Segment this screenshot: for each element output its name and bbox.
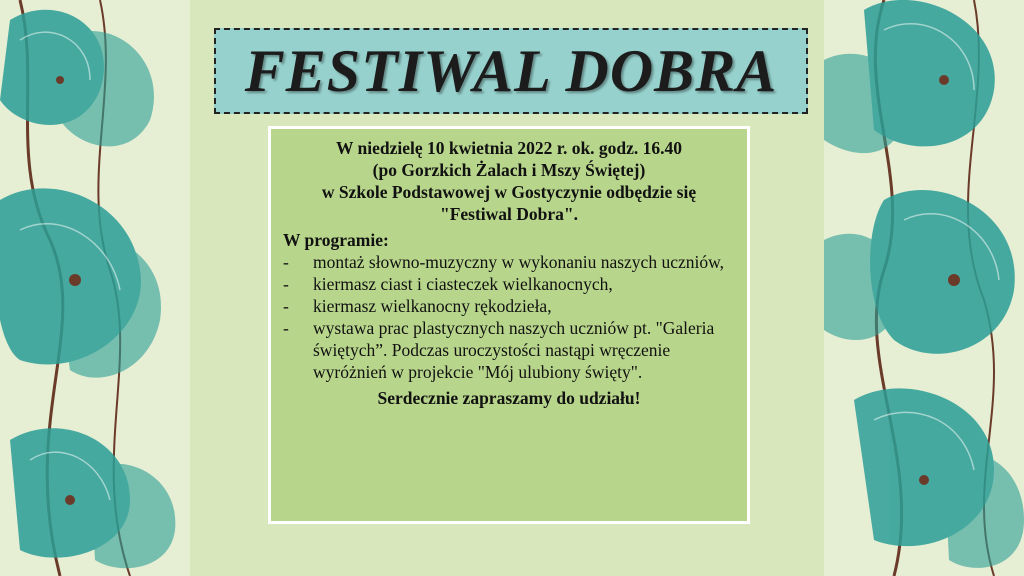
bullet-dash: - — [283, 296, 289, 316]
page-title: FESTIWAL DOBRA — [244, 37, 778, 104]
announcement-line-date: W niedzielę 10 kwietnia 2022 r. ok. godz. 16.40 — [335, 138, 683, 158]
list-item — [283, 295, 735, 317]
program-item-text: montaż słowno-muzyczny w wykonaniu naszych uczniów, — [313, 252, 724, 272]
program-list — [283, 251, 735, 383]
program-header: W programie: — [283, 230, 389, 250]
title-banner — [214, 28, 808, 114]
list-item — [283, 273, 735, 295]
list-item — [283, 251, 735, 273]
list-item — [283, 317, 735, 383]
program-item-text: wystawa prac plastycznych naszych uczniów pt. "Galeria świętych”. Podczas uroczystości nastąpi wręczenie wyróżnień w projekcie "Mój ulubiony święty". — [313, 318, 715, 382]
flower-pattern-icon — [824, 0, 1024, 576]
closing-invitation: Serdecznie zapraszamy do udziału! — [377, 388, 641, 408]
flower-pattern-icon — [0, 0, 190, 576]
left-floral-decoration — [0, 0, 190, 576]
program-item-text: kiermasz wielkanocny rękodzieła, — [313, 296, 552, 316]
bullet-dash: - — [283, 274, 289, 294]
bullet-dash: - — [283, 252, 289, 272]
announcement-line-location: w Szkole Podstawowej w Gostyczynie odbędzie się — [321, 182, 697, 202]
announcement-line-event: "Festiwal Dobra". — [439, 204, 579, 224]
announcement-line-context: (po Gorzkich Żalach i Mszy Świętej) — [372, 160, 646, 180]
program-item-text: kiermasz ciast i ciasteczek wielkanocnych, — [313, 274, 613, 294]
bullet-dash: - — [283, 318, 289, 338]
announcement-panel — [268, 126, 750, 524]
right-floral-decoration — [824, 0, 1024, 576]
